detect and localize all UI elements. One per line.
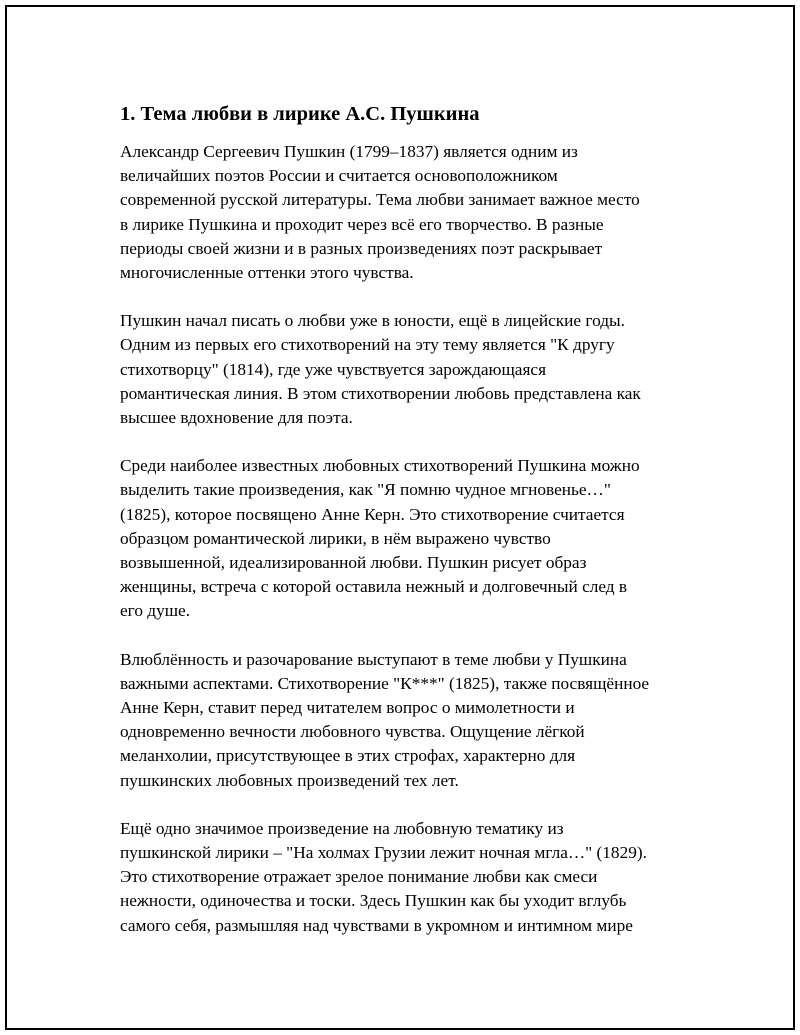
text-line: возвышенной, идеализированной любви. Пушкин рисует образ <box>120 553 587 573</box>
text-line: Это стихотворение отражает зрелое понимание любви как смеси <box>120 867 598 887</box>
text-line: одновременно вечности любовного чувства. Ощущение лёгкой <box>120 722 585 742</box>
text-line: (1825), которое посвящено Анне Керн. Это стихотворение считается <box>120 504 625 524</box>
text-line: выделить такие произведения, как "Я помню чудное мгновенье…" <box>120 480 611 500</box>
text-line: Ещё одно значимое произведение на любовную тематику из <box>120 818 564 838</box>
text-line: пушкинской лирики – "На холмах Грузии лежит ночная мгла…" (1829). <box>120 843 647 863</box>
text-line: в лирике Пушкина и проходит через всё его творчество. В разные <box>120 214 604 234</box>
text-line: многочисленные оттенки этого чувства. <box>120 263 414 283</box>
text-line: высшее вдохновение для поэта. <box>120 408 353 428</box>
document-title: 1. Тема любви в лирике А.С. Пушкина <box>120 103 480 125</box>
text-line: Анне Керн, ставит перед читателем вопрос о мимолетности и <box>120 698 575 718</box>
text-line: самого себя, размышляя над чувствами в укромном и интимном мире <box>120 915 633 935</box>
text-line: нежности, одиночества и тоски. Здесь Пушкин как бы уходит вглубь <box>120 891 627 911</box>
text-line: романтическая линия. В этом стихотворении любовь представлена как <box>120 383 641 403</box>
page-frame <box>5 5 795 1030</box>
paragraph-2 <box>120 309 700 430</box>
paragraph-3 <box>120 454 700 623</box>
paragraph-4 <box>120 648 700 793</box>
text-line: пушкинских любовных произведений тех лет. <box>120 770 459 790</box>
text-line: Среди наиболее известных любовных стихотворений Пушкина можно <box>120 456 640 476</box>
text-line: Влюблённость и разочарование выступают в теме любви у Пушкина <box>120 649 627 669</box>
paragraph-1 <box>120 140 700 285</box>
text-line: образцом романтической лирики, в нём выражено чувство <box>120 528 551 548</box>
text-line: современной русской литературы. Тема любви занимает важное место <box>120 190 640 210</box>
paragraph-5 <box>120 817 700 938</box>
text-line: величайших поэтов России и считается основоположником <box>120 166 558 186</box>
text-line: меланхолии, присутствующее в этих строфах, характерно для <box>120 746 576 766</box>
text-line: стихотворцу" (1814), где уже чувствуется зарождающаяся <box>120 359 547 379</box>
text-line: Одним из первых его стихотворений на эту тему является "К другу <box>120 335 615 355</box>
text-line: женщины, встреча с которой оставила нежный и долговечный след в <box>120 577 628 597</box>
text-line: важными аспектами. Стихотворение "К***" (1825), также посвящённое <box>120 673 650 693</box>
text-line: его душе. <box>120 601 191 621</box>
text-line: периоды своей жизни и в разных произведениях поэт раскрывает <box>120 238 603 258</box>
text-line: Александр Сергеевич Пушкин (1799–1837) является одним из <box>120 142 578 161</box>
document-body <box>120 102 700 962</box>
text-line: Пушкин начал писать о любви уже в юности, ещё в лицейские годы. <box>120 311 625 331</box>
